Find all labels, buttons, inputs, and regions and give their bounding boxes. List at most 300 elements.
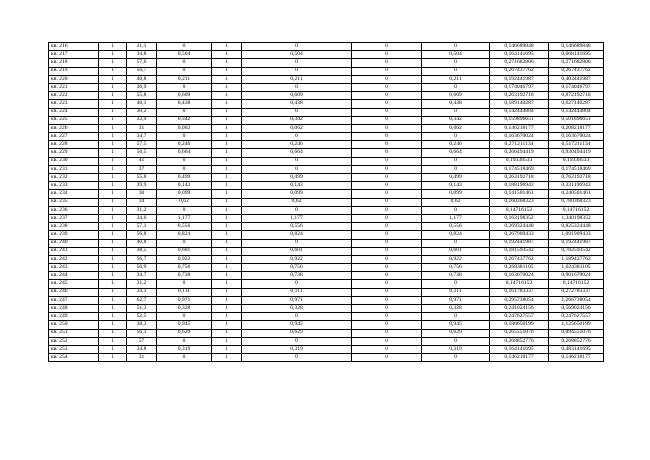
apartment-cell: кв. 231 xyxy=(49,165,99,173)
zero-cell: 0 xyxy=(352,75,422,83)
total-cell: 0,483141695 xyxy=(549,345,604,353)
zero-cell: 0 xyxy=(352,198,422,206)
total-cell: 1,125650199 xyxy=(549,321,604,329)
share-cell: 0,192441987 xyxy=(490,239,549,247)
value-cell: 0 xyxy=(422,67,490,75)
area-cell: 38,5 xyxy=(127,247,157,255)
share-cell: 0,267437762 xyxy=(490,255,549,263)
apartment-cell: кв. 229 xyxy=(49,149,99,157)
count-cell: 1 xyxy=(99,67,127,75)
table-row xyxy=(49,280,604,288)
share-cell: 0,146218177 xyxy=(490,354,549,362)
value-cell: 0 xyxy=(242,59,352,67)
area-cell: 34,8 xyxy=(127,51,157,59)
value-cell: 0,111 xyxy=(157,288,212,296)
area-cell: 36,9 xyxy=(127,83,157,91)
factor-cell: 1 xyxy=(212,280,242,288)
count-cell: 1 xyxy=(99,182,127,190)
value-cell: 0,319 xyxy=(157,345,212,353)
value-cell: 0,111 xyxy=(242,288,352,296)
factor-cell: 1 xyxy=(212,149,242,157)
factor-cell: 1 xyxy=(212,264,242,272)
share-cell: 0,295738054 xyxy=(490,296,549,304)
zero-cell: 0 xyxy=(352,83,422,91)
table-row xyxy=(49,223,604,231)
table-row xyxy=(49,174,604,182)
share-cell: 0,174046797 xyxy=(490,83,549,91)
value-cell: 0 xyxy=(157,206,212,214)
count-cell: 1 xyxy=(99,272,127,280)
data-table xyxy=(48,42,604,362)
zero-cell: 0 xyxy=(352,43,422,51)
value-cell: 0,609 xyxy=(422,92,490,100)
value-cell: 0 xyxy=(422,206,490,214)
factor-cell: 1 xyxy=(212,190,242,198)
total-cell: 0,331196943 xyxy=(549,182,604,190)
count-cell: 1 xyxy=(99,345,127,353)
share-cell: 0,164141695 xyxy=(490,51,549,59)
area-cell: 41 xyxy=(127,157,157,165)
value-cell: 0 xyxy=(242,280,352,288)
total-cell: 0,240501461 xyxy=(549,190,604,198)
table-row xyxy=(49,165,604,173)
value-cell: 0,099 xyxy=(422,190,490,198)
value-cell: 0 xyxy=(157,239,212,247)
zero-cell: 0 xyxy=(352,329,422,337)
total-cell: 0,267437762 xyxy=(549,67,604,75)
share-cell: 0,159896651 xyxy=(490,116,549,124)
share-cell: 0,141501461 xyxy=(490,190,549,198)
factor-cell: 1 xyxy=(212,174,242,182)
apartment-cell: кв. 216 xyxy=(49,43,99,51)
share-cell: 0,241024156 xyxy=(490,305,549,313)
total-cell: 0,782593542 xyxy=(549,247,604,255)
factor-cell: 1 xyxy=(212,206,242,214)
factor-cell: 1 xyxy=(212,313,242,321)
apartment-cell: кв. 217 xyxy=(49,51,99,59)
table-row xyxy=(49,116,604,124)
zero-cell: 0 xyxy=(352,59,422,67)
factor-cell: 1 xyxy=(212,165,242,173)
table-row xyxy=(49,92,604,100)
total-cell: 0,569024156 xyxy=(549,305,604,313)
total-cell: 0,501896651 xyxy=(549,116,604,124)
value-cell: 0,971 xyxy=(242,296,352,304)
area-cell: 34,7 xyxy=(127,133,157,141)
share-cell: 0,247627557 xyxy=(490,313,549,321)
table-row xyxy=(49,133,604,141)
area-cell: 39,9 xyxy=(127,182,157,190)
value-cell: 0 xyxy=(242,206,352,214)
total-cell: 0,146689848 xyxy=(549,43,604,51)
total-cell: 0,19338533 xyxy=(549,157,604,165)
value-cell: 0,556 xyxy=(157,223,212,231)
value-cell: 0,922 xyxy=(157,255,212,263)
value-cell: 0 xyxy=(422,83,490,91)
count-cell: 1 xyxy=(99,83,127,91)
factor-cell: 1 xyxy=(212,133,242,141)
apartment-cell: кв. 220 xyxy=(49,75,99,83)
value-cell: 0,971 xyxy=(422,296,490,304)
value-cell: 0,756 xyxy=(157,264,212,272)
factor-cell: 1 xyxy=(212,247,242,255)
table-row xyxy=(49,239,604,247)
apartment-cell: кв. 230 xyxy=(49,157,99,165)
table-row xyxy=(49,214,604,222)
value-cell: 0,246 xyxy=(157,141,212,149)
apartment-cell: кв. 225 xyxy=(49,116,99,124)
area-cell: 62,7 xyxy=(127,296,157,304)
share-cell: 0,266494419 xyxy=(490,149,549,157)
value-cell: 0 xyxy=(242,239,352,247)
zero-cell: 0 xyxy=(352,182,422,190)
value-cell: 0,556 xyxy=(422,223,490,231)
value-cell: 0,824 xyxy=(422,231,490,239)
factor-cell: 1 xyxy=(212,182,242,190)
count-cell: 1 xyxy=(99,133,127,141)
zero-cell: 0 xyxy=(352,305,422,313)
count-cell: 1 xyxy=(99,321,127,329)
area-cell: 38,3 xyxy=(127,321,157,329)
table-row xyxy=(49,345,604,353)
apartment-cell: кв. 246 xyxy=(49,288,99,296)
zero-cell: 0 xyxy=(352,92,422,100)
area-cell: 31,1 xyxy=(127,43,157,51)
count-cell: 1 xyxy=(99,108,127,116)
share-cell: 0,146689848 xyxy=(490,43,549,51)
area-cell: 55,8 xyxy=(127,174,157,182)
value-cell: 0,438 xyxy=(157,100,212,108)
zero-cell: 0 xyxy=(352,223,422,231)
apartment-cell: кв. 226 xyxy=(49,124,99,132)
table-row xyxy=(49,206,604,214)
table-row xyxy=(49,354,604,362)
count-cell: 1 xyxy=(99,305,127,313)
area-cell: 40,8 xyxy=(127,239,157,247)
area-cell: 33,9 xyxy=(127,116,157,124)
count-cell: 1 xyxy=(99,116,127,124)
value-cell: 0,342 xyxy=(422,116,490,124)
apartment-cell: кв. 236 xyxy=(49,206,99,214)
table-row xyxy=(49,124,604,132)
share-cell: 0,160368323 xyxy=(490,198,549,206)
value-cell: 0,342 xyxy=(242,116,352,124)
value-cell: 0,111 xyxy=(422,288,490,296)
zero-cell: 0 xyxy=(352,288,422,296)
apartment-cell: кв. 238 xyxy=(49,223,99,231)
apartment-cell: кв. 245 xyxy=(49,280,99,288)
apartment-cell: кв. 222 xyxy=(49,92,99,100)
table-row xyxy=(49,329,604,337)
table-row xyxy=(49,149,604,157)
value-cell: 0,211 xyxy=(157,75,212,83)
count-cell: 1 xyxy=(99,149,127,157)
count-cell: 1 xyxy=(99,124,127,132)
value-cell: 0,609 xyxy=(242,92,352,100)
table-row xyxy=(49,67,604,75)
total-cell: 0,627140287 xyxy=(549,100,604,108)
zero-cell: 0 xyxy=(352,157,422,165)
value-cell: 0,945 xyxy=(242,321,352,329)
value-cell: 0 xyxy=(157,337,212,345)
zero-cell: 0 xyxy=(352,272,422,280)
value-cell: 0 xyxy=(157,67,212,75)
value-cell: 0 xyxy=(422,354,490,362)
count-cell: 1 xyxy=(99,337,127,345)
share-cell: 0,164141695 xyxy=(490,345,549,353)
value-cell: 0 xyxy=(242,313,352,321)
value-cell: 0,609 xyxy=(157,92,212,100)
zero-cell: 0 xyxy=(352,141,422,149)
total-cell: 0,208218177 xyxy=(549,124,604,132)
area-cell: 56,9 xyxy=(127,264,157,272)
factor-cell: 1 xyxy=(212,100,242,108)
table-row xyxy=(49,321,604,329)
value-cell: 0,629 xyxy=(157,329,212,337)
table-row xyxy=(49,59,604,67)
total-cell: 0,247627557 xyxy=(549,313,604,321)
value-cell: 0 xyxy=(422,43,490,51)
value-cell: 0 xyxy=(422,239,490,247)
share-cell: 0,263192718 xyxy=(490,174,549,182)
value-cell: 0,945 xyxy=(422,321,490,329)
apartment-cell: кв. 250 xyxy=(49,321,99,329)
total-cell: 0,894551076 xyxy=(549,329,604,337)
factor-cell: 1 xyxy=(212,296,242,304)
count-cell: 1 xyxy=(99,157,127,165)
table-row xyxy=(49,231,604,239)
apartment-cell: кв. 254 xyxy=(49,354,99,362)
value-cell: 0 xyxy=(242,337,352,345)
value-cell: 0,601 xyxy=(422,247,490,255)
zero-cell: 0 xyxy=(352,255,422,263)
total-cell: 0,163670024 xyxy=(549,133,604,141)
share-cell: 0,268852776 xyxy=(490,337,549,345)
value-cell: 0 xyxy=(242,133,352,141)
total-cell: 0,14716152 xyxy=(549,280,604,288)
total-cell: 0,780368323 xyxy=(549,198,604,206)
factor-cell: 1 xyxy=(212,116,242,124)
table-row xyxy=(49,264,604,272)
zero-cell: 0 xyxy=(352,313,422,321)
total-cell: 0,174518469 xyxy=(549,165,604,173)
table-row xyxy=(49,313,604,321)
apartment-cell: кв. 228 xyxy=(49,141,99,149)
count-cell: 1 xyxy=(99,239,127,247)
factor-cell: 1 xyxy=(212,124,242,132)
zero-cell: 0 xyxy=(352,214,422,222)
table-row xyxy=(49,247,604,255)
count-cell: 1 xyxy=(99,223,127,231)
total-cell: 1,266738054 xyxy=(549,296,604,304)
table-row xyxy=(49,255,604,263)
value-cell: 0,499 xyxy=(157,174,212,182)
value-cell: 0,756 xyxy=(422,264,490,272)
value-cell: 0,601 xyxy=(157,247,212,255)
count-cell: 1 xyxy=(99,190,127,198)
apartment-cell: кв. 221 xyxy=(49,83,99,91)
table-row xyxy=(49,272,604,280)
zero-cell: 0 xyxy=(352,296,422,304)
area-cell: 31,2 xyxy=(127,206,157,214)
total-cell: 0,174046797 xyxy=(549,83,604,91)
value-cell: 0,504 xyxy=(422,51,490,59)
zero-cell: 0 xyxy=(352,239,422,247)
share-cell: 0,271682806 xyxy=(490,59,549,67)
area-cell: 34,3 xyxy=(127,288,157,296)
share-cell: 0,14716152 xyxy=(490,280,549,288)
zero-cell: 0 xyxy=(352,108,422,116)
area-cell: 40,8 xyxy=(127,75,157,83)
value-cell: 0,556 xyxy=(242,223,352,231)
area-cell: 57,5 xyxy=(127,141,157,149)
area-cell: 37 xyxy=(127,165,157,173)
count-cell: 1 xyxy=(99,329,127,337)
value-cell: 0,601 xyxy=(242,247,352,255)
value-cell: 0,756 xyxy=(242,264,352,272)
value-cell: 0,504 xyxy=(242,51,352,59)
factor-cell: 1 xyxy=(212,141,242,149)
count-cell: 1 xyxy=(99,141,127,149)
total-cell: 0,146218177 xyxy=(549,354,604,362)
share-cell: 0,146218177 xyxy=(490,124,549,132)
value-cell: 0,62 xyxy=(422,198,490,206)
area-cell: 30 xyxy=(127,190,157,198)
value-cell: 0 xyxy=(422,59,490,67)
count-cell: 1 xyxy=(99,100,127,108)
factor-cell: 1 xyxy=(212,354,242,362)
value-cell: 0,824 xyxy=(242,231,352,239)
factor-cell: 1 xyxy=(212,272,242,280)
area-cell: 56,5 xyxy=(127,149,157,157)
area-cell: 57,1 xyxy=(127,223,157,231)
apartment-cell: кв. 219 xyxy=(49,67,99,75)
zero-cell: 0 xyxy=(352,124,422,132)
value-cell: 0,738 xyxy=(422,272,490,280)
value-cell: 0 xyxy=(157,83,212,91)
apartment-cell: кв. 234 xyxy=(49,190,99,198)
count-cell: 1 xyxy=(99,92,127,100)
value-cell: 0,945 xyxy=(157,321,212,329)
value-cell: 0 xyxy=(422,133,490,141)
zero-cell: 0 xyxy=(352,100,422,108)
zero-cell: 0 xyxy=(352,190,422,198)
value-cell: 0 xyxy=(242,165,352,173)
total-cell: 0,825324448 xyxy=(549,223,604,231)
value-cell: 0,664 xyxy=(422,149,490,157)
value-cell: 1,177 xyxy=(157,214,212,222)
apartment-cell: кв. 233 xyxy=(49,182,99,190)
area-cell: 31 xyxy=(127,354,157,362)
total-cell: 1,189437762 xyxy=(549,255,604,263)
apartment-cell: кв. 232 xyxy=(49,174,99,182)
value-cell: 0,062 xyxy=(242,124,352,132)
apartment-cell: кв. 241 xyxy=(49,247,99,255)
apartment-cell: кв. 237 xyxy=(49,214,99,222)
total-cell: 1,024381105 xyxy=(549,264,604,272)
share-cell: 0,163670024 xyxy=(490,272,549,280)
factor-cell: 1 xyxy=(212,198,242,206)
apartment-cell: кв. 249 xyxy=(49,313,99,321)
table-row xyxy=(49,141,604,149)
value-cell: 0,246 xyxy=(422,141,490,149)
count-cell: 1 xyxy=(99,174,127,182)
share-cell: 0,181593542 xyxy=(490,247,549,255)
apartment-cell: кв. 253 xyxy=(49,345,99,353)
area-cell: 52,5 xyxy=(127,313,157,321)
share-cell: 0,180650199 xyxy=(490,321,549,329)
count-cell: 1 xyxy=(99,288,127,296)
value-cell: 0,319 xyxy=(422,345,490,353)
area-cell: 34 xyxy=(127,198,157,206)
zero-cell: 0 xyxy=(352,174,422,182)
factor-cell: 1 xyxy=(212,288,242,296)
share-cell: 0,268381105 xyxy=(490,264,549,272)
count-cell: 1 xyxy=(99,296,127,304)
apartment-cell: кв. 248 xyxy=(49,305,99,313)
table-row xyxy=(49,296,604,304)
value-cell: 0,099 xyxy=(242,190,352,198)
value-cell: 1,177 xyxy=(422,214,490,222)
area-cell: 34,6 xyxy=(127,214,157,222)
share-cell: 0,19338533 xyxy=(490,157,549,165)
table-row xyxy=(49,100,604,108)
zero-cell: 0 xyxy=(352,247,422,255)
value-cell: 0,664 xyxy=(157,149,212,157)
table-row xyxy=(49,190,604,198)
value-cell: 0 xyxy=(242,108,352,116)
factor-cell: 1 xyxy=(212,305,242,313)
value-cell: 0 xyxy=(157,43,212,51)
total-cell: 0,14716152 xyxy=(549,206,604,214)
table-body xyxy=(49,43,604,362)
apartment-cell: кв. 218 xyxy=(49,59,99,67)
table-row xyxy=(49,83,604,91)
area-cell: 31 xyxy=(127,124,157,132)
value-cell: 0,664 xyxy=(242,149,352,157)
value-cell: 1,177 xyxy=(242,214,352,222)
zero-cell: 0 xyxy=(352,231,422,239)
factor-cell: 1 xyxy=(212,321,242,329)
factor-cell: 1 xyxy=(212,83,242,91)
value-cell: 0 xyxy=(157,313,212,321)
apartment-cell: кв. 240 xyxy=(49,239,99,247)
count-cell: 1 xyxy=(99,313,127,321)
factor-cell: 1 xyxy=(212,43,242,51)
table-row xyxy=(49,75,604,83)
table-row xyxy=(49,157,604,165)
zero-cell: 0 xyxy=(352,354,422,362)
apartment-cell: кв. 227 xyxy=(49,133,99,141)
area-cell: 51,3 xyxy=(127,305,157,313)
value-cell: 0 xyxy=(242,354,352,362)
share-cell: 0,267437762 xyxy=(490,67,549,75)
value-cell: 0,971 xyxy=(157,296,212,304)
area-cell: 40,1 xyxy=(127,100,157,108)
factor-cell: 1 xyxy=(212,67,242,75)
share-cell: 0,265551076 xyxy=(490,329,549,337)
share-cell: 0,192441987 xyxy=(490,75,549,83)
factor-cell: 1 xyxy=(212,231,242,239)
value-cell: 0 xyxy=(242,43,352,51)
total-cell: 0,668141695 xyxy=(549,51,604,59)
value-cell: 0,143 xyxy=(242,182,352,190)
value-cell: 0,438 xyxy=(242,100,352,108)
total-cell: 0,403441987 xyxy=(549,75,604,83)
value-cell: 0 xyxy=(422,313,490,321)
total-cell: 0,762192718 xyxy=(549,174,604,182)
total-cell: 0,517211134 xyxy=(549,141,604,149)
